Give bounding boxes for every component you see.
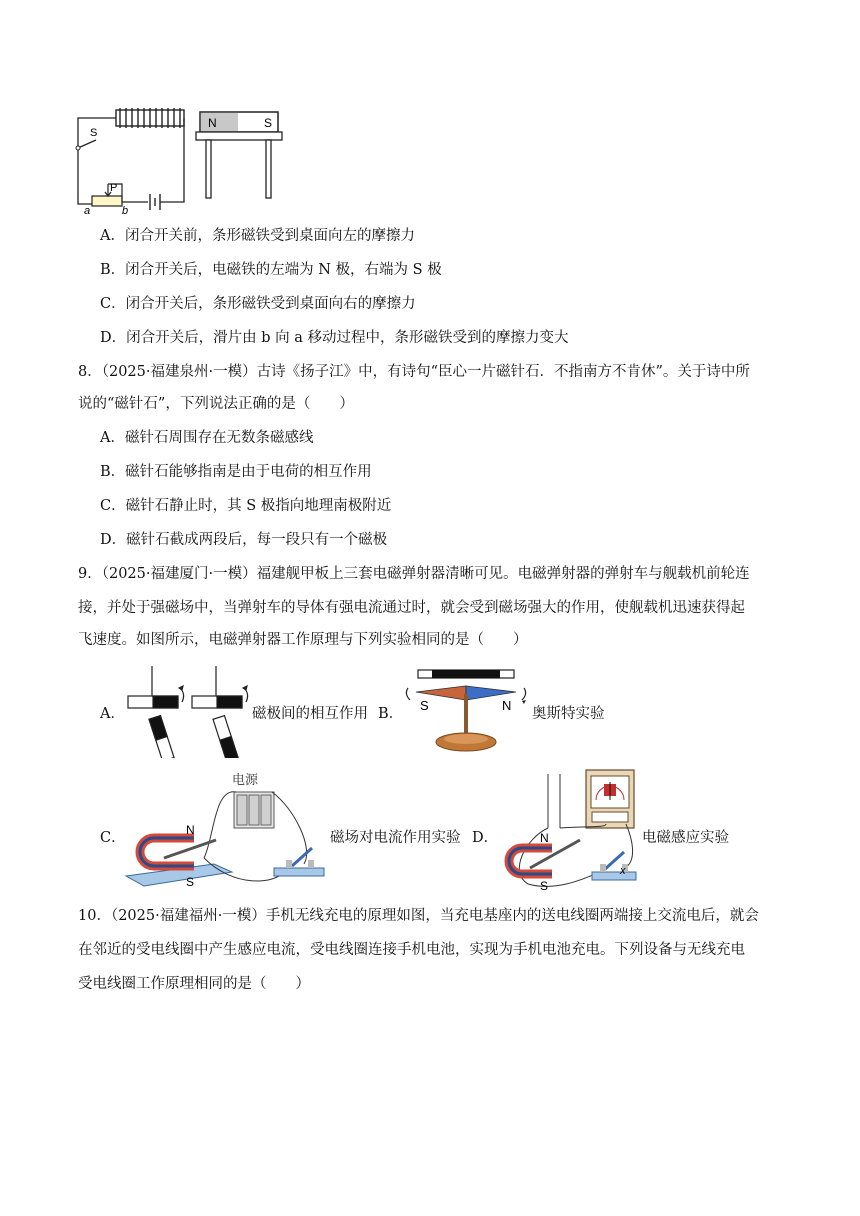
magnet-s-label: S <box>264 116 273 130</box>
galvanometer <box>586 770 634 828</box>
q7-option-b: B．闭合开关后，电磁铁的左端为 N 极，右端为 S 极 <box>100 262 442 278</box>
q9-option-d-letter: D． <box>472 830 499 846</box>
q9-option-a-figure <box>126 666 251 758</box>
q10-stem-line-1: 10．（2025·福建福州·一模）手机无线充电的原理如图，当充电基座内的送电线圈两端接上交流电后，就会 <box>78 908 759 924</box>
q9-option-b-letter: B． <box>378 706 404 722</box>
q9-option-d-figure <box>496 768 646 892</box>
q9-c-fig-n: N <box>186 823 195 837</box>
q9-d-fig-x: x <box>620 865 626 877</box>
q9-d-fig-n: N <box>540 831 549 845</box>
q8-option-a: A．磁针石周围存在无数条磁感线 <box>100 430 314 446</box>
q9-option-c-caption: 磁场对电流作用实验 <box>330 830 461 846</box>
q9-stem-line-2: 接，并处于强磁场中，当弹射车的导体有强电流通过时，就会受到磁场强大的作用，使舰载机迅速获得起 <box>78 600 745 616</box>
q8-option-d: D．磁针石截成两段后，每一段只有一个磁极 <box>100 532 388 548</box>
table <box>196 132 282 198</box>
q9-option-b-caption: 奥斯特实验 <box>532 706 605 722</box>
power-supply <box>234 792 274 828</box>
q9-stem-line-1: 9．（2025·福建厦门·一模）福建舰甲板上三套电磁弹射器清晰可见。电磁弹射器的弹射车与舰载机前轮连 <box>78 566 750 582</box>
switch <box>592 852 636 880</box>
q9-option-b-figure <box>402 668 532 758</box>
switch-contact <box>76 146 80 150</box>
q9-option-a-letter: A． <box>100 706 125 722</box>
q7-option-a: A．闭合开关前，条形磁铁受到桌面向左的摩擦力 <box>100 228 415 244</box>
q10-stem-line-3: 受电线圈工作原理相同的是（ ） <box>78 976 310 992</box>
q7-circuit-figure <box>70 104 300 216</box>
q9-option-a-caption: 磁极间的相互作用 <box>252 706 368 722</box>
rheostat <box>92 196 122 206</box>
battery <box>150 194 160 210</box>
q9-c-fig-s: S <box>186 875 195 889</box>
magnet-n-label: N <box>208 116 217 130</box>
q7-option-d: D．闭合开关后，滑片由 b 向 a 移动过程中，条形磁铁受到的摩擦力变大 <box>100 330 569 346</box>
q9-d-fig-s: S <box>540 879 549 892</box>
switch <box>274 848 324 876</box>
q9-option-c-letter: C． <box>100 830 126 846</box>
q10-stem-line-2: 在邻近的受电线圈中产生感应电流，受电线圈连接手机电池，实现为手机电池充电。下列设备与无线充电 <box>78 942 745 958</box>
q7-option-c: C．闭合开关后，条形磁铁受到桌面向右的摩擦力 <box>100 296 416 312</box>
slider-label: P <box>110 182 118 194</box>
q9-b-fig-n: N <box>502 698 512 713</box>
q8-option-b: B．磁针石能够指南是由于电荷的相互作用 <box>100 464 372 480</box>
q9-option-d-caption: 电磁感应实验 <box>642 830 729 846</box>
electromagnet-coil <box>116 108 184 128</box>
q9-c-fig-power: 电源 <box>232 772 259 787</box>
q8-stem-line-2: 说的“磁针石”，下列说法正确的是（ ） <box>78 396 354 412</box>
end-b-label: b <box>122 205 129 216</box>
bar-magnet-n-half <box>200 112 238 132</box>
end-a-label: a <box>84 205 91 216</box>
q9-b-fig-s: S <box>420 698 429 713</box>
q8-option-c: C．磁针石静止时，其 S 极指向地理南极附近 <box>100 498 392 514</box>
q9-stem-line-3: 飞速度。如图所示，电磁弹射器工作原理与下列实验相同的是（ ） <box>78 632 528 648</box>
switch-label: S <box>90 127 98 139</box>
q9-option-c-figure <box>124 768 334 890</box>
q8-stem-line-1: 8．（2025·福建泉州·一模）古诗《扬子江》中，有诗句“臣心一片磁针石．不指南方不肯休”。关于诗中所 <box>78 364 750 380</box>
